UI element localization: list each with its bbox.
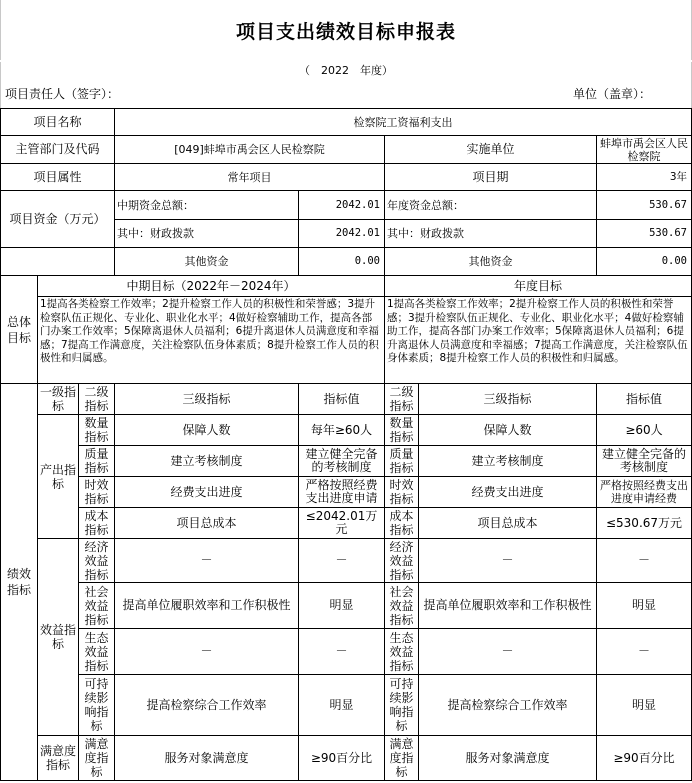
year-indicator-level2: 满意度指标 — [385, 736, 419, 781]
year-indicator-value: 明显 — [597, 675, 692, 736]
project-name-value: 检察院工资福利支出 — [115, 109, 692, 136]
unit-seal-label: 单位（盖章）： — [573, 87, 652, 101]
year-indicator-level3: 建立考核制度 — [419, 446, 597, 477]
performance-target-table — [0, 108, 692, 781]
indicator-value: ≥90百分比 — [299, 736, 385, 781]
indicator-level2: 数量指标 — [79, 415, 115, 446]
indicator-level3: － — [115, 629, 299, 675]
output-indicator-label: 产出指标 — [38, 415, 79, 539]
project-period-value: 3年 — [597, 164, 692, 191]
indicator-level2: 时效指标 — [79, 477, 115, 508]
indicator-level3: 建立考核制度 — [115, 446, 299, 477]
indicator-level3: 提高单位履职效率和工作积极性 — [115, 583, 299, 629]
project-attr-value: 常年项目 — [115, 164, 385, 191]
mid-fiscal-label: 其中：财政拨款 — [115, 220, 299, 248]
funds-blank — [1, 248, 115, 276]
overall-goal-label: 总体目标 — [1, 276, 38, 384]
year-line: （ 2022 年度） — [0, 62, 692, 80]
signature-row — [0, 80, 692, 108]
satisfaction-indicator-label: 满意度指标 — [38, 736, 79, 781]
project-attr-label: 项目属性 — [1, 164, 115, 191]
year-other-value: 0.00 — [597, 248, 692, 276]
year-indicator-value: 建立健全完备的考核制度 — [597, 446, 692, 477]
year-indicator-level2: 经济效益指标 — [385, 539, 419, 583]
impl-unit-value: 蚌埠市禹会区人民检察院 — [597, 136, 692, 164]
indicator-value: － — [299, 629, 385, 675]
year-fiscal-value: 530.67 — [597, 220, 692, 248]
col-level2: 二级指标 — [79, 384, 115, 415]
indicator-value: 建立健全完备的考核制度 — [299, 446, 385, 477]
indicator-level2: 满意度指标 — [79, 736, 115, 781]
benefit-indicator-label: 效益指标 — [38, 539, 79, 736]
year-total-value: 530.67 — [597, 191, 692, 220]
col-year-value: 指标值 — [597, 384, 692, 415]
year-indicator-level3: 经费支出进度 — [419, 477, 597, 508]
year-indicator-value: 明显 — [597, 583, 692, 629]
year-indicator-level3: 项目总成本 — [419, 508, 597, 539]
year-indicator-value: － — [597, 629, 692, 675]
year-indicator-level3: － — [419, 539, 597, 583]
year-indicator-value: ≥90百分比 — [597, 736, 692, 781]
year-total-label: 年度资金总额： — [385, 191, 597, 220]
year-indicator-level2: 可持续影响指标 — [385, 675, 419, 736]
indicator-level3: 保障人数 — [115, 415, 299, 446]
indicator-level2: 质量指标 — [79, 446, 115, 477]
perf-indicator-label: 绩效指标 — [1, 384, 38, 781]
col-level3: 三级指标 — [115, 384, 299, 415]
year-indicator-level3: 提高检察综合工作效率 — [419, 675, 597, 736]
mid-fiscal-value: 2042.01 — [299, 220, 385, 248]
indicator-level3: － — [115, 539, 299, 583]
year-indicator-level3: 提高单位履职效率和工作积极性 — [419, 583, 597, 629]
year-fiscal-label: 其中：财政拨款 — [385, 220, 597, 248]
indicator-value: ≤2042.01万元 — [299, 508, 385, 539]
indicator-level3: 项目总成本 — [115, 508, 299, 539]
year-indicator-level2: 时效指标 — [385, 477, 419, 508]
year-indicator-level2: 质量指标 — [385, 446, 419, 477]
year-indicator-level3: 保障人数 — [419, 415, 597, 446]
indicator-level2: 生态效益指标 — [79, 629, 115, 675]
year-indicator-value: ≥60人 — [597, 415, 692, 446]
indicator-value: 明显 — [299, 583, 385, 629]
year-indicator-level2: 生态效益指标 — [385, 629, 419, 675]
indicator-level2: 社会效益指标 — [79, 583, 115, 629]
indicator-level3: 提高检察综合工作效率 — [115, 675, 299, 736]
indicator-level2: 成本指标 — [79, 508, 115, 539]
mid-goal-header: 中期目标（2022年－2024年） — [38, 276, 385, 297]
impl-unit-label: 实施单位 — [385, 136, 597, 164]
funds-label: 项目资金（万元） — [1, 191, 115, 248]
mid-other-value: 0.00 — [299, 248, 385, 276]
year-indicator-value: － — [597, 539, 692, 583]
year-goal-header: 年度目标 — [385, 276, 692, 297]
col-year-level2: 二级指标 — [385, 384, 419, 415]
year-other-label: 其他资金 — [385, 248, 597, 276]
indicator-value: 明显 — [299, 675, 385, 736]
dept-label: 主管部门及代码 — [1, 136, 115, 164]
year-goal-text: 1提高各类检察工作效率；2提升检察工作人员的积极性和荣誉感；3提升检察队伍正规化、专业化、职业化水平；4做好检察辅助工作，提高各部门办案工作效率；5保障离退休人员福利；6提升离退休人员满意度和幸福感；7提高工作满意度，关注检察队伍身体素质；8提升检察工作人员的积极性和归属感。 — [385, 297, 692, 384]
responsible-label: 项目责任人（签字）： — [5, 87, 120, 101]
project-name-label: 项目名称 — [1, 109, 115, 136]
indicator-value: 严格按照经费支出进度申请 — [299, 477, 385, 508]
year-indicator-value: 严格按照经费支出进度申请经费 — [597, 477, 692, 508]
year-indicator-level3: 服务对象满意度 — [419, 736, 597, 781]
col-level1: 一级指标 — [38, 384, 79, 415]
mid-total-label: 中期资金总额： — [115, 191, 299, 220]
project-period-label: 项目期 — [385, 164, 597, 191]
indicator-level3: 经费支出进度 — [115, 477, 299, 508]
year-indicator-level2: 数量指标 — [385, 415, 419, 446]
year-indicator-value: ≤530.67万元 — [597, 508, 692, 539]
indicator-value: 每年≥60人 — [299, 415, 385, 446]
indicator-level3: 服务对象满意度 — [115, 736, 299, 781]
year-indicator-level2: 成本指标 — [385, 508, 419, 539]
mid-goal-text: 1提高各类检察工作效率；2提升检察工作人员的积极性和荣誉感；3提升检察队伍正规化、专业化、职业化水平；4做好检察辅助工作，提高各部门办案工作效率；5保障离退休人员福利；6提升离退休人员满意度和幸福感；7提高工作满意度，关注检察队伍身体素质；8提升检察工作人员的积极性和归属感。 — [38, 297, 385, 384]
year-indicator-level3: － — [419, 629, 597, 675]
mid-total-value: 2042.01 — [299, 191, 385, 220]
indicator-level2: 经济效益指标 — [79, 539, 115, 583]
indicator-value: － — [299, 539, 385, 583]
dept-value: [049]蚌埠市禹会区人民检察院 — [115, 136, 385, 164]
mid-other-label: 其他资金 — [115, 248, 299, 276]
col-year-level3: 三级指标 — [419, 384, 597, 415]
year-indicator-level2: 社会效益指标 — [385, 583, 419, 629]
form-title: 项目支出绩效目标申报表 — [0, 0, 692, 60]
indicator-level2: 可持续影响指标 — [79, 675, 115, 736]
col-value: 指标值 — [299, 384, 385, 415]
